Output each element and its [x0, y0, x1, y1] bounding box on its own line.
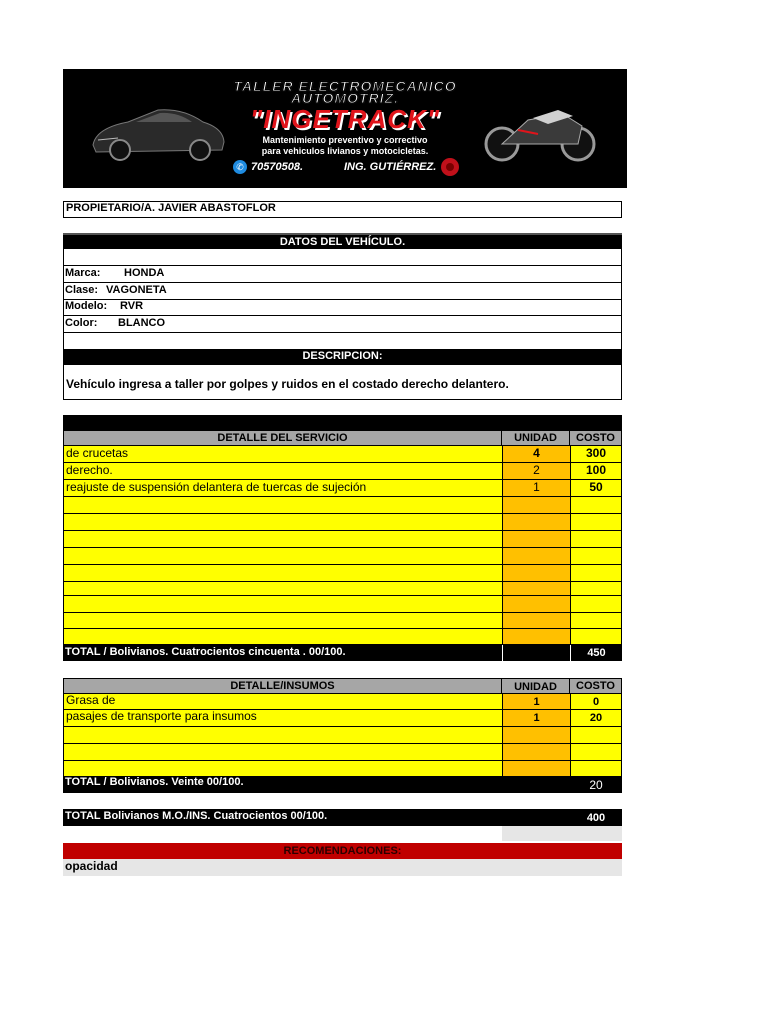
table-cell-empty: [502, 727, 570, 744]
supplies-col-cost: COSTO: [570, 678, 622, 694]
banner-line1: TALLER ELECTROMECANICO: [233, 78, 457, 94]
table-row-empty: [63, 497, 502, 514]
table-row-empty: [63, 565, 502, 582]
table-cell-empty: [502, 744, 570, 761]
banner-title: "INGETRACK": [249, 104, 441, 134]
table-row: reajuste de suspensión delantera de tuercas de sujeción: [63, 480, 502, 497]
table-cell-unit: 2: [502, 463, 570, 480]
table-cell-empty: [570, 548, 622, 565]
table-cell-empty: [570, 629, 622, 645]
table-row: Grasa de: [63, 694, 502, 710]
table-cell-empty: [502, 629, 570, 645]
divider: [63, 332, 622, 333]
service-top-bar: [63, 415, 622, 430]
table-cell-cost: 20: [570, 710, 622, 727]
banner-subtitle-2: para vehiculos livianos y motocicletas.: [261, 146, 429, 156]
modelo-value: RVR: [120, 300, 144, 312]
table-cell-cost: 50: [570, 480, 622, 497]
supplies-total-label: TOTAL / Bolivianos. Veinte 00/100.: [63, 776, 570, 793]
clase-value: VAGONETA: [106, 284, 167, 296]
service-col-unit: UNIDAD: [502, 430, 570, 446]
table-row-empty: [63, 531, 502, 548]
supplies-col-detail: DETALLE/INSUMOS: [63, 678, 502, 694]
table-cell-empty: [570, 761, 622, 777]
marca-value: HONDA: [124, 267, 165, 279]
table-row-empty: [63, 761, 502, 777]
color-label: Color:: [65, 317, 98, 329]
gray-filler: [502, 826, 622, 841]
header-banner: [63, 69, 627, 188]
table-row-empty: [63, 548, 502, 565]
supplies-total-value: 20: [570, 776, 622, 793]
marca-label: Marca:: [65, 267, 101, 279]
table-cell-empty: [502, 531, 570, 548]
table-cell-empty: [570, 497, 622, 514]
vehicle-header: DATOS DEL VEHÍCULO.: [63, 233, 622, 249]
table-cell-empty: [570, 596, 622, 613]
table-cell-empty: [502, 582, 570, 596]
table-cell-empty: [570, 582, 622, 596]
table-cell-empty: [502, 514, 570, 531]
table-row: derecho.: [63, 463, 502, 480]
table-row-empty: [63, 582, 502, 596]
table-cell-empty: [502, 497, 570, 514]
description-header: DESCRIPCION:: [63, 349, 622, 365]
table-cell-cost: 0: [570, 694, 622, 710]
owner-field: PROPIETARIO/A. JAVIER ABASTOFLOR: [63, 201, 622, 218]
table-cell-empty: [502, 613, 570, 629]
table-cell-unit: 4: [502, 446, 570, 463]
modelo-label: Modelo:: [65, 300, 108, 312]
service-total-unit: [502, 645, 570, 661]
table-row-empty: [63, 744, 502, 761]
table-cell-cost: 100: [570, 463, 622, 480]
table-cell-empty: [570, 744, 622, 761]
service-total-value: 450: [570, 645, 622, 661]
table-cell-cost: 300: [570, 446, 622, 463]
service-col-detail: DETALLE DEL SERVICIO: [63, 430, 502, 446]
description-text: Vehículo ingresa a taller por golpes y ruidos en el costado derecho delantero.: [63, 365, 622, 400]
table-cell-unit: 1: [502, 694, 570, 710]
color-value: BLANCO: [118, 317, 166, 329]
table-cell-empty: [570, 514, 622, 531]
service-col-cost: COSTO: [570, 430, 622, 446]
table-cell-empty: [502, 761, 570, 777]
table-row-empty: [63, 629, 502, 645]
grand-total-label: TOTAL Bolivianos M.O./INS. Cuatrocientos 00/100.: [63, 809, 570, 826]
grand-total-value: 400: [570, 809, 622, 826]
table-row-empty: [63, 727, 502, 744]
table-cell-empty: [570, 531, 622, 548]
banner-subtitle-1: Mantenimiento preventivo y correctivo: [262, 135, 428, 145]
table-cell-empty: [502, 596, 570, 613]
table-row: pasajes de transporte para insumos: [63, 710, 502, 727]
table-row-empty: [63, 596, 502, 613]
service-total-label: TOTAL / Bolivianos. Cuatrocientos cincuenta . 00/100.: [63, 645, 502, 661]
table-row: de crucetas: [63, 446, 502, 463]
recommendations-text: opacidad: [63, 859, 622, 876]
table-cell-empty: [502, 565, 570, 582]
recommendations-header: RECOMENDACIONES:: [63, 843, 622, 859]
table-row-empty: [63, 514, 502, 531]
whatsapp-icon: ✆: [233, 160, 247, 174]
logo-icon: [438, 156, 462, 178]
table-row-empty: [63, 613, 502, 629]
table-cell-empty: [570, 727, 622, 744]
banner-line2: AUTOMOTRIZ.: [291, 90, 399, 106]
table-cell-empty: [570, 565, 622, 582]
table-cell-empty: [502, 548, 570, 565]
banner-engineer: ING. GUTIÉRREZ.: [344, 161, 437, 173]
clase-label: Clase:: [65, 284, 99, 296]
table-cell-unit: 1: [502, 710, 570, 727]
banner-phone: 70570508.: [251, 161, 303, 173]
supplies-col-unit: UNIDAD: [502, 678, 570, 694]
table-cell-unit: 1: [502, 480, 570, 497]
table-cell-empty: [570, 613, 622, 629]
